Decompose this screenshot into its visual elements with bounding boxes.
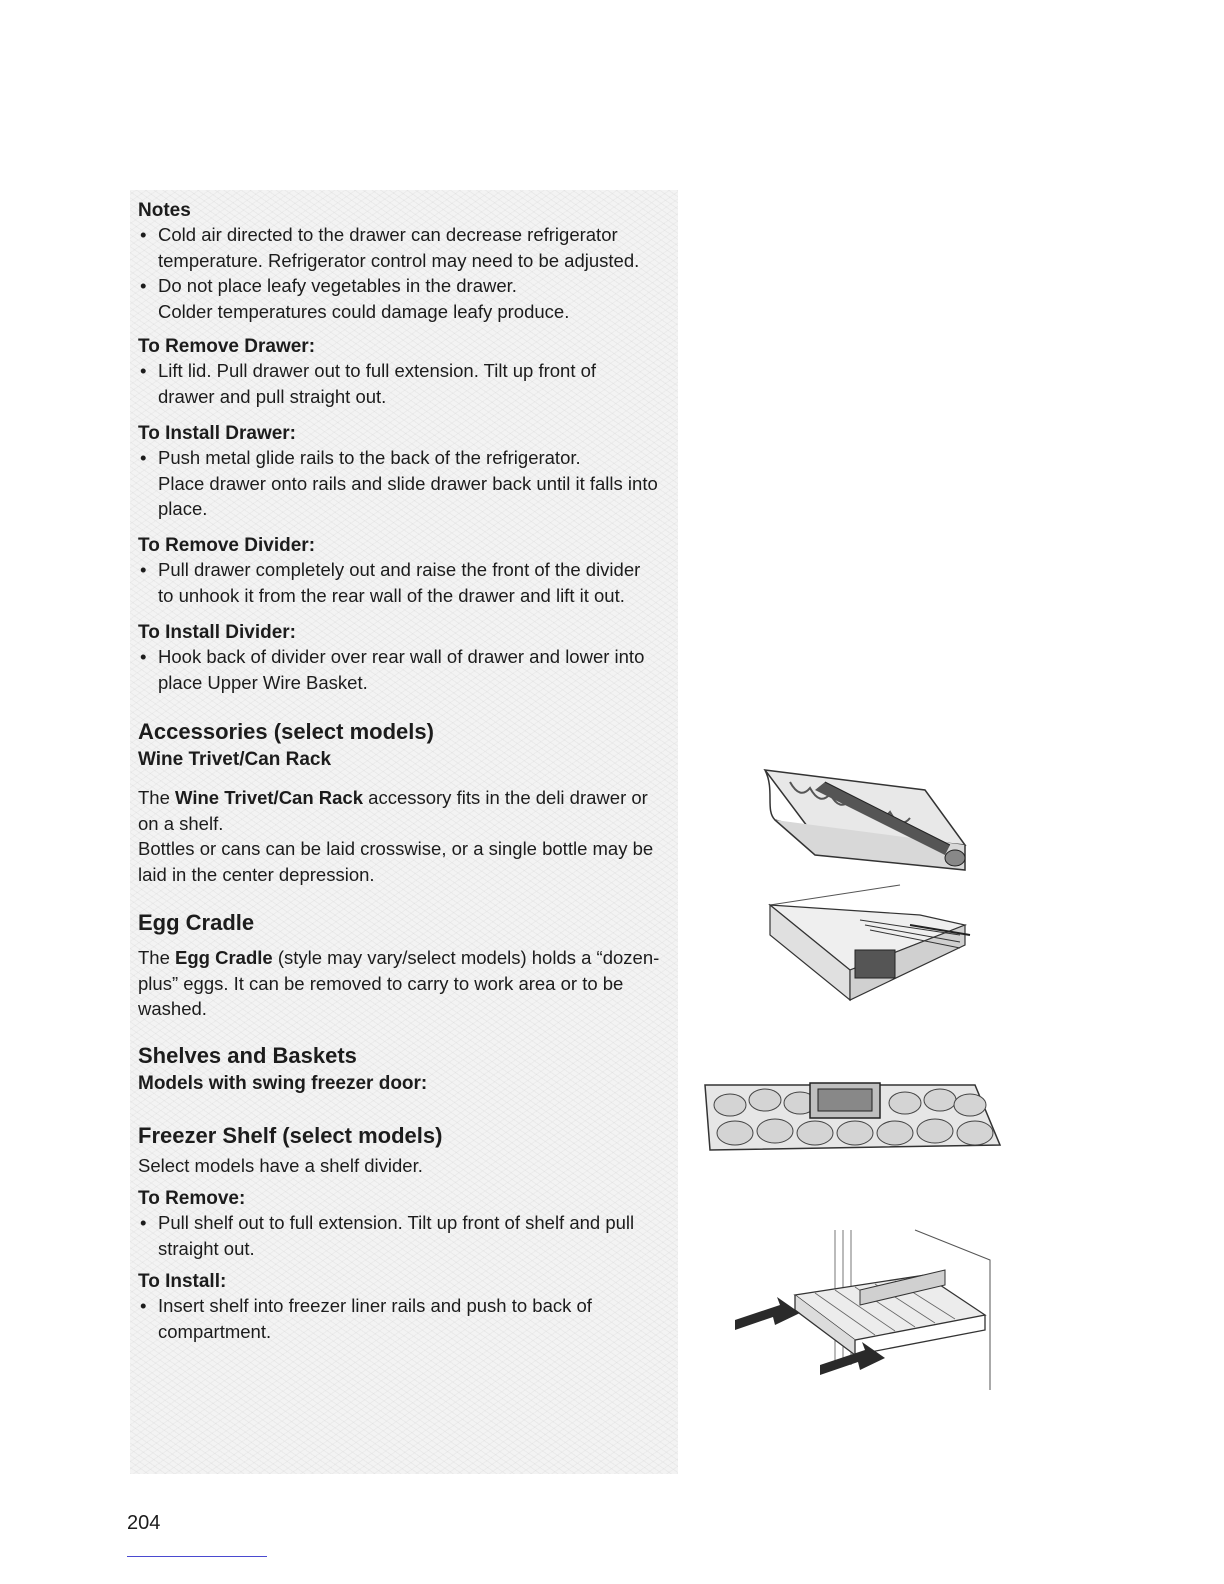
freezer-install-line-2: compartment. bbox=[158, 1320, 272, 1342]
remove-divider-heading: To Remove Divider: bbox=[138, 535, 316, 556]
footer-rule bbox=[127, 1556, 267, 1557]
wine-trivet-subheading: Wine Trivet/Can Rack bbox=[138, 749, 332, 770]
freezer-install-section bbox=[138, 1271, 668, 1344]
egg-cradle-line-3: washed. bbox=[138, 998, 207, 1019]
install-divider-section bbox=[138, 622, 668, 695]
egg-cradle-line-2: plus” eggs. It can be removed to carry to work area or to be bbox=[138, 972, 624, 994]
egg-cradle-bold: Egg Cradle bbox=[175, 947, 273, 968]
shelves-heading: Shelves and Baskets bbox=[138, 1043, 357, 1068]
install-divider-heading: To Install Divider: bbox=[138, 622, 297, 643]
remove-divider-bullet bbox=[138, 557, 668, 608]
remove-drawer-heading: To Remove Drawer: bbox=[138, 336, 316, 357]
install-drawer-line-2: Place drawer onto rails and slide drawer back until it falls into bbox=[158, 472, 658, 494]
deli-drawer-illustration bbox=[760, 880, 975, 1010]
notes-bullet-2 bbox=[138, 273, 668, 324]
install-divider-line-2: place Upper Wire Basket. bbox=[158, 671, 368, 693]
freezer-shelf-heading: Freezer Shelf (select models) bbox=[138, 1123, 443, 1148]
remove-drawer-bullet bbox=[138, 358, 668, 409]
egg-cradle-heading: Egg Cradle bbox=[138, 910, 255, 935]
notes-bullet-1-line-2: temperature. Refrigerator control may need to be adjusted. bbox=[158, 249, 640, 271]
egg-cradle-prefix: The bbox=[138, 947, 176, 968]
install-drawer-bullet bbox=[138, 445, 668, 522]
freezer-shelf-text: Select models have a shelf divider. bbox=[138, 1155, 423, 1176]
egg-cradle-rest: (style may vary/select models) holds a “dozen- bbox=[272, 947, 660, 968]
egg-cradle-paragraph bbox=[138, 945, 668, 1022]
notes-heading: Notes bbox=[138, 200, 191, 221]
remove-divider-section bbox=[138, 535, 668, 608]
accessories-section bbox=[138, 719, 668, 771]
install-divider-line-1: • Hook back of divider over rear wall of drawer and lower into bbox=[158, 646, 645, 667]
accessories-heading: Accessories (select models) bbox=[138, 719, 434, 744]
freezer-remove-section bbox=[138, 1188, 668, 1261]
remove-drawer-section bbox=[138, 336, 668, 409]
remove-drawer-line-1: • Lift lid. Pull drawer out to full extension. Tilt up front of bbox=[158, 360, 597, 381]
wine-trivet-illustration bbox=[755, 760, 980, 880]
notes-bullet-1-line-1: • Cold air directed to the drawer can decrease refrigerator bbox=[158, 224, 618, 245]
egg-cradle-line-1 bbox=[138, 945, 668, 971]
freezer-remove-line-1: • Pull shelf out to full extension. Tilt up front of shelf and pull bbox=[158, 1212, 635, 1233]
notes-bullet-1 bbox=[138, 222, 668, 273]
accessories-paragraphs bbox=[138, 785, 668, 887]
egg-cradle-illustration bbox=[700, 1075, 1005, 1165]
shelves-section bbox=[138, 1043, 668, 1095]
notes-section bbox=[138, 200, 668, 324]
freezer-remove-heading: To Remove: bbox=[138, 1188, 246, 1209]
freezer-install-bullet bbox=[138, 1293, 668, 1344]
freezer-remove-bullet bbox=[138, 1210, 668, 1261]
accessories-p1-line-2: on a shelf. bbox=[138, 812, 224, 834]
freezer-shelf-illustration bbox=[735, 1225, 995, 1395]
remove-divider-line-1: • Pull drawer completely out and raise the front of the divider bbox=[158, 559, 641, 580]
egg-cradle-section bbox=[138, 910, 668, 936]
accessories-p2-line-1: Bottles or cans can be laid crosswise, or a single bottle may be bbox=[138, 838, 654, 859]
accessories-p1-rest: accessory fits in the deli drawer or bbox=[363, 787, 648, 808]
notes-bullet-2-line-1: • Do not place leafy vegetables in the drawer. bbox=[158, 275, 517, 296]
remove-divider-line-2: to unhook it from the rear wall of the drawer and lift it out. bbox=[158, 584, 625, 606]
install-drawer-line-3: place. bbox=[158, 498, 208, 519]
install-drawer-line-1: • Push metal glide rails to the back of the refrigerator. bbox=[158, 447, 581, 468]
install-drawer-section bbox=[138, 423, 668, 522]
swing-door-subheading: Models with swing freezer door: bbox=[138, 1073, 428, 1094]
accessories-p1-bold: Wine Trivet/Can Rack bbox=[175, 787, 364, 808]
remove-drawer-line-2: drawer and pull straight out. bbox=[158, 385, 387, 407]
freezer-remove-line-2: straight out. bbox=[158, 1237, 255, 1259]
accessories-p1-line-1 bbox=[138, 785, 668, 811]
accessories-p2-line-2: laid in the center depression. bbox=[138, 863, 375, 885]
page-number: 204 bbox=[127, 1512, 161, 1534]
accessories-p1-prefix: The bbox=[138, 787, 176, 808]
freezer-shelf-section bbox=[138, 1123, 668, 1179]
install-drawer-heading: To Install Drawer: bbox=[138, 423, 297, 444]
notes-bullet-2-line-2: Colder temperatures could damage leafy produce. bbox=[158, 300, 570, 322]
freezer-install-line-1: • Insert shelf into freezer liner rails and push to back of bbox=[158, 1295, 592, 1316]
install-divider-bullet bbox=[138, 644, 668, 695]
freezer-install-heading: To Install: bbox=[138, 1271, 227, 1292]
